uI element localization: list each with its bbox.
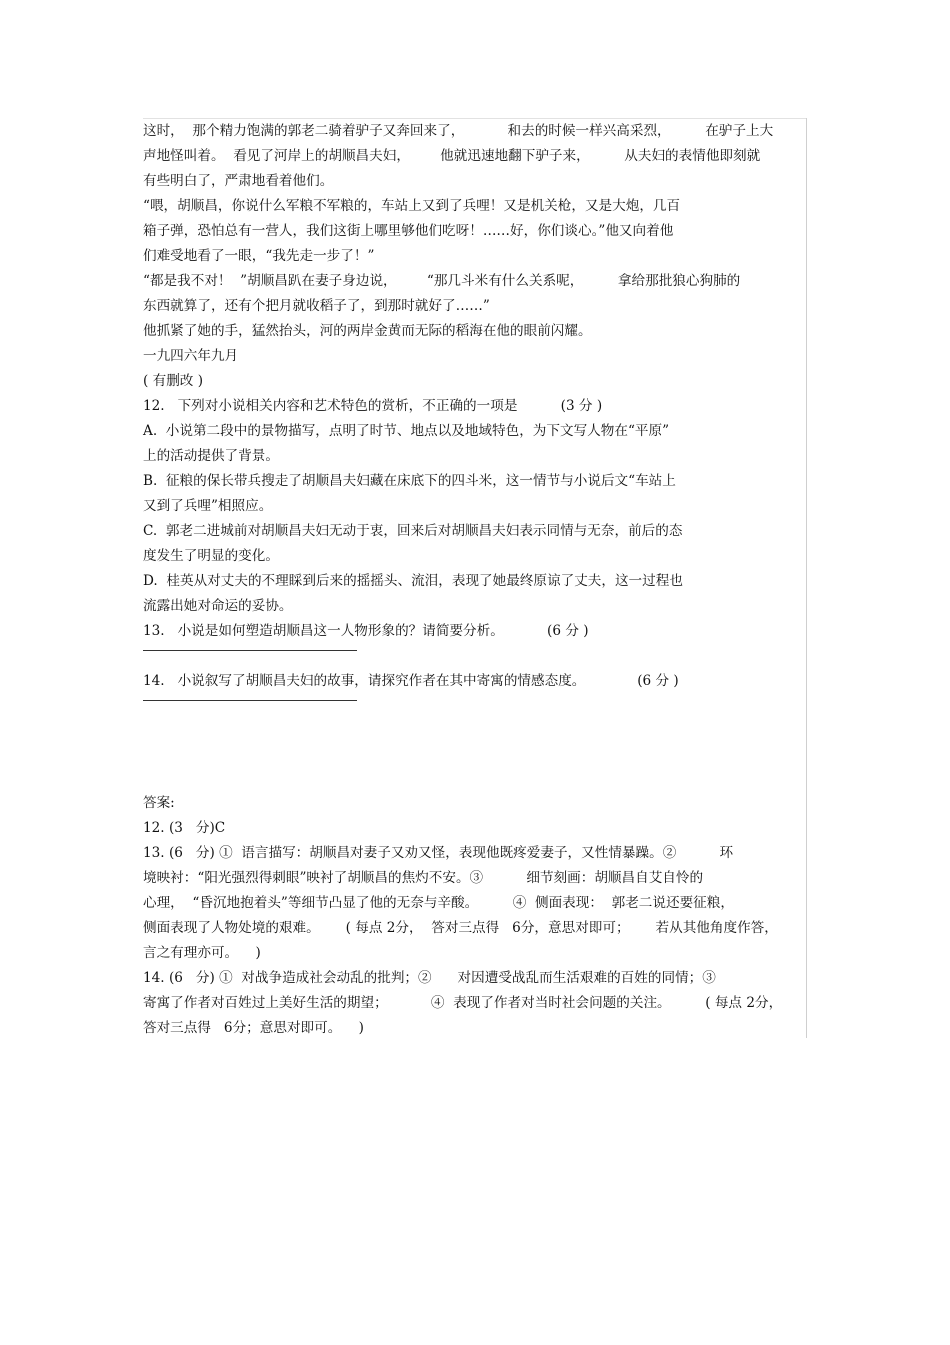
story-line: 这时， 那个精力饱满的郭老二骑着驴子又奔回来了， 和去的时候一样兴高采烈， 在驴子上大 [143, 123, 774, 139]
story-line: 箱子弹，恐怕总有一营人，我们这街上哪里够他们吃呀！……好，你们谈心。”他又向着他 [143, 223, 674, 239]
answer-line: 12. (3 分)C [143, 820, 226, 836]
story-note: ( 有删改 ) [143, 373, 204, 389]
story-line: 东西就算了，还有个把月就收稻子了，到那时就好了……” [143, 298, 490, 314]
option-d-cont: 流露出她对命运的妥协。 [143, 598, 293, 614]
option-a: A. 小说第二段中的景物描写，点明了时节、地点以及地域特色，为下文写人物在“平原” [143, 423, 670, 439]
answer-line: 境映衬：“阳光强烈得刺眼”映衬了胡顺昌的焦灼不安。③ 细节刻画：胡顺昌自艾自怜的 [143, 870, 704, 886]
story-excerpt [143, 119, 811, 394]
answer-line: 14. (6 分) ① 对战争造成社会动乱的批判；② 对因遭受战乱而生活艰难的百姓的同情；③ [143, 970, 716, 986]
answer-line: 言之有理亦可。 ) [143, 945, 261, 961]
question-13 [143, 619, 811, 651]
question-14 [143, 669, 811, 701]
option-d: D. 桂英从对丈夫的不理睬到后来的摇摇头、流泪，表现了她最终原谅了丈夫，这一过程也 [143, 573, 683, 589]
spacer [143, 719, 811, 791]
option-a-cont: 上的活动提供了背景。 [143, 448, 279, 464]
answer-line: 心理， “昏沉地抱着头”等细节凸显了他的无奈与辛酸。 ④ 侧面表现： 郭老二说还要征粮， [143, 895, 734, 911]
option-c: C. 郭老二进城前对胡顺昌夫妇无动于衷，回来后对胡顺昌夫妇表示同情与无奈，前后的态 [143, 523, 683, 539]
question-stem: 13. 小说是如何塑造胡顺昌这一人物形象的？请简要分析。 (6 分 ) [143, 623, 589, 639]
story-line: 他抓紧了她的手，猛然抬头，河的两岸金黄而无际的稻海在他的眼前闪耀。 [143, 323, 592, 339]
option-c-cont: 度发生了明显的变化。 [143, 548, 279, 564]
question-stem: 12. 下列对小说相关内容和艺术特色的赏析，不正确的一项是 (3 分 ) [143, 398, 603, 414]
answer-heading: 答案: [143, 795, 175, 811]
question-stem: 14. 小说叙写了胡顺昌夫妇的故事，请探究作者在其中寄寓的情感态度。 (6 分 ) [143, 673, 679, 689]
answer-blank-line [143, 650, 357, 651]
story-line: 声地怪叫着。 看见了河岸上的胡顺昌夫妇， 他就迅速地翻下驴子来， 从夫妇的表情他即刻就 [143, 148, 761, 164]
story-line: “喂，胡顺昌，你说什么军粮不军粮的，车站上又到了兵哩！又是机关枪，又是大炮，几百 [143, 198, 681, 214]
option-b-cont: 又到了兵哩”相照应。 [143, 498, 273, 514]
document-body [143, 119, 811, 1041]
story-line: “都是我不对！ ”胡顺昌趴在妻子身边说， “那几斗米有什么关系呢， 拿给那批狼心狗肺的 [143, 273, 741, 289]
answer-line: 13. (6 分) ① 语言描写：胡顺昌对妻子又劝又怪，表现他既疼爱妻子，又性情暴躁。② 环 [143, 845, 734, 861]
question-12 [143, 394, 811, 619]
story-line: 有些明白了，严肃地看着他们。 [143, 173, 334, 189]
story-line: 们难受地看了一眼，“我先走一步了！” [143, 248, 375, 264]
answer-line: 侧面表现了人物处境的艰难。 ( 每点 2分， 答对三点得 6分，意思对即可； 若从其他角度作答， [143, 920, 778, 936]
answer-line: 寄寓了作者对百姓过上美好生活的期望； ④ 表现了作者对当时社会问题的关注。 ( 每点 2分， [143, 995, 783, 1011]
answer-blank-line [143, 700, 357, 701]
option-b: B. 征粮的保长带兵搜走了胡顺昌夫妇藏在床底下的四斗米，这一情节与小说后文“车站上 [143, 473, 676, 489]
story-date: 一九四六年九月 [143, 348, 239, 364]
answer-line: 答对三点得 6分；意思对即可。 ) [143, 1020, 364, 1036]
answer-section [143, 791, 811, 1041]
